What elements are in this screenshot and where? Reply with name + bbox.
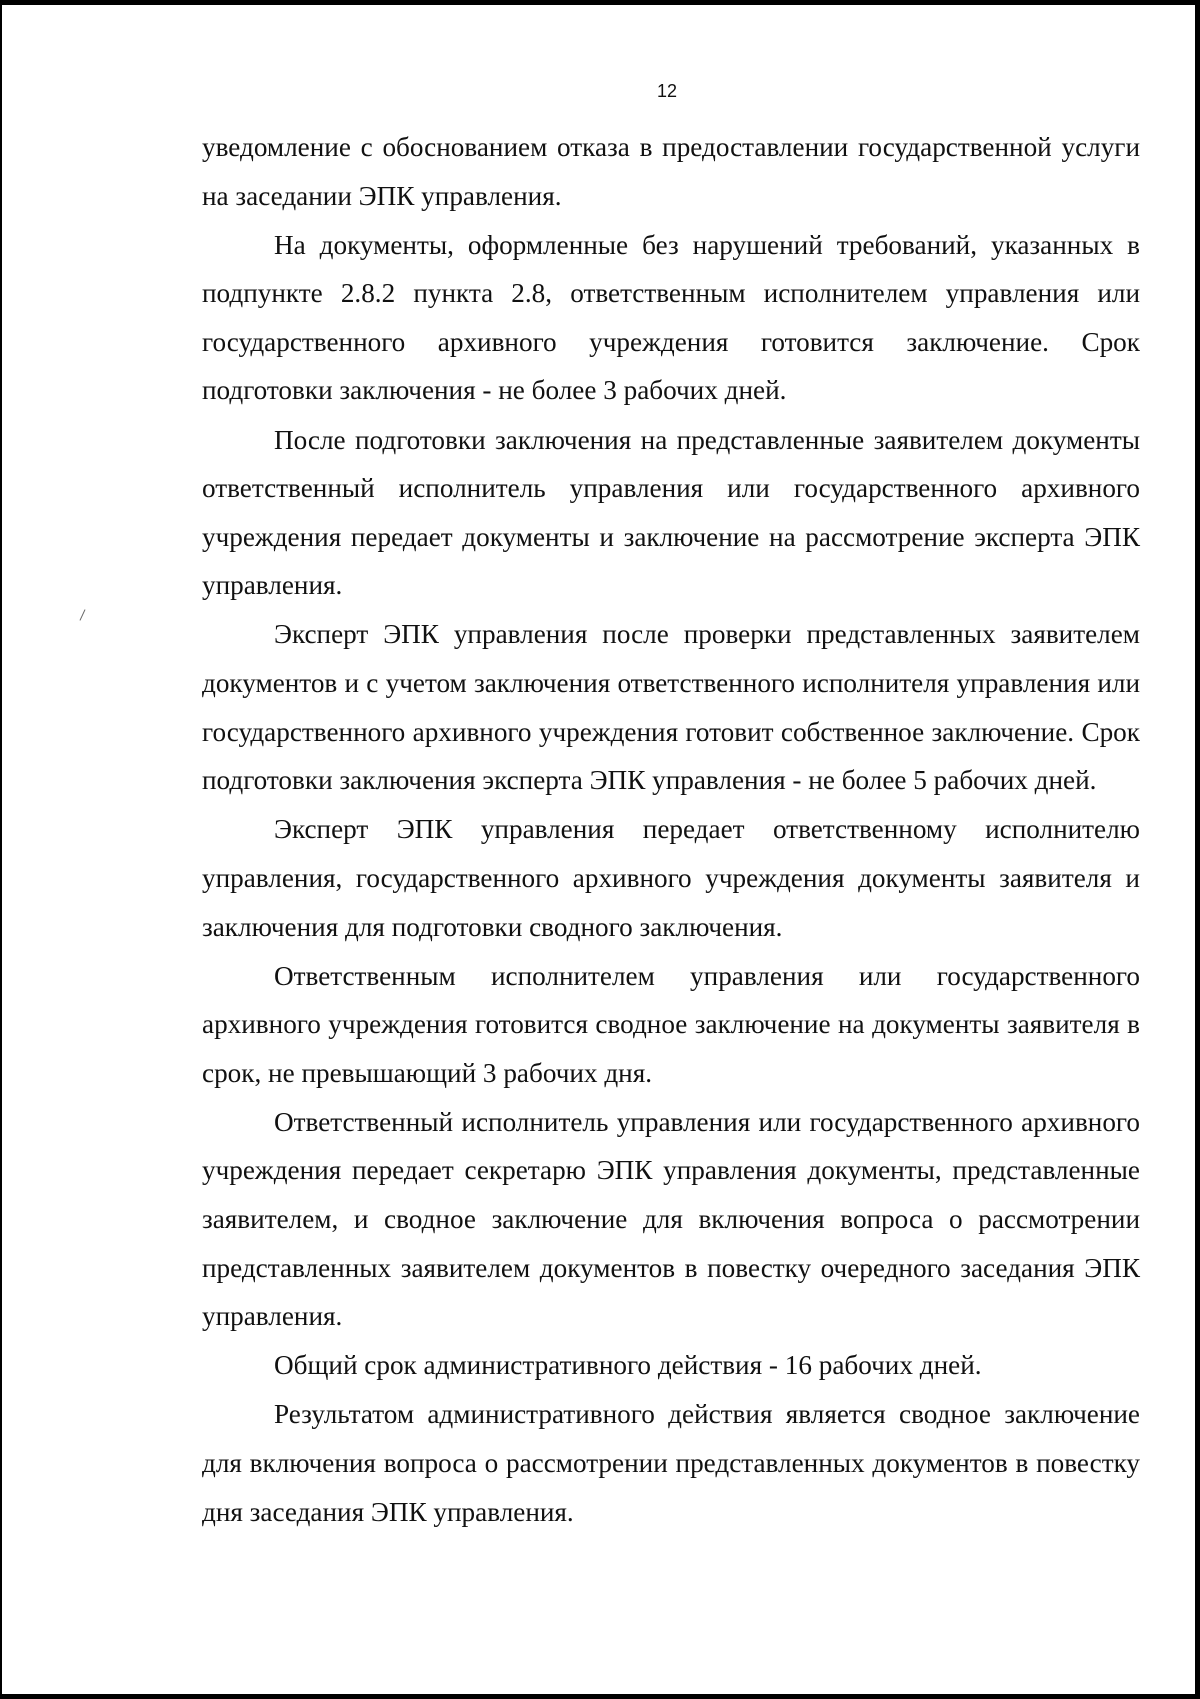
page-number: 12 — [656, 81, 678, 101]
paragraph: Ответственный исполнитель управления или государственного архивного учреждения передает секретарю ЭПК управления документы, представленные заявителем, и сводное заключение для включения вопроса о рассмотрении представленных заявителем документов в повестку очередного заседания ЭПК управления. — [202, 1106, 1140, 1332]
paragraph: Общий срок административного действия - 16 рабочих дней. — [274, 1350, 982, 1381]
paragraph: Результатом административного действия является сводное заключение для включения вопроса о рассмотрении представленных документов в повестку дня заседания ЭПК управления. — [202, 1399, 1140, 1527]
paragraph: Ответственным исполнителем управления или государственного архивного учреждения готовится сводное заключение на документы заявителя в срок, не превышающий 3 рабочих дня. — [202, 960, 1140, 1088]
paragraph: Эксперт ЭПК управления после проверки представленных заявителем документов и с учетом заключения ответственного исполнителя управления или государственного архивного учреждения готовит собственное заключение. Срок подготовки заключения эксперта ЭПК управления - не более 5 рабочих дней. — [202, 619, 1140, 796]
paragraph: Эксперт ЭПК управления передает ответственному исполнителю управления, государственного архивного учреждения документы заявителя и заключения для подготовки сводного заключения. — [202, 814, 1140, 942]
paragraph: На документы, оформленные без нарушений требований, указанных в подпункте 2.8.2 пункта 2.8, ответственным исполнителем управления или государственного архивного учреждения готовится заключение. Срок подготовки заключения - не более 3 рабочих дней. — [202, 229, 1140, 406]
scan-mark — [80, 609, 86, 620]
body-text — [202, 123, 1140, 1536]
paragraph-continuation: уведомление с обоснованием отказа в предоставлении государственной услуги на заседании ЭПК управления. — [202, 132, 1140, 211]
paragraph: После подготовки заключения на представленные заявителем документы ответственный исполнитель управления или государственного архивного учреждения передает документы и заключение на рассмотрение эксперта ЭПК управления. — [202, 424, 1140, 601]
